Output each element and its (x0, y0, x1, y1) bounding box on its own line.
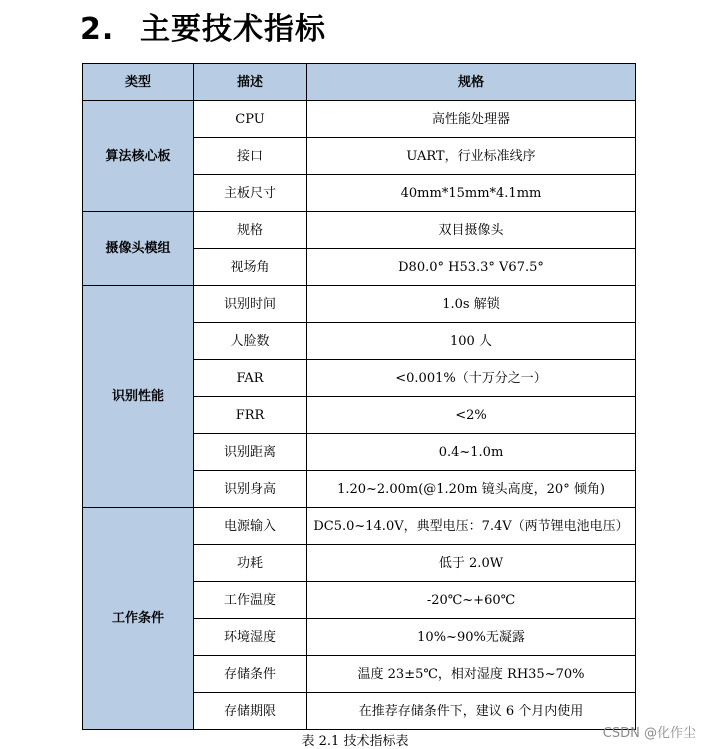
desc-cell: 人脸数 (194, 323, 307, 360)
spec-cell: 0.4~1.0m (307, 434, 636, 471)
desc-cell: 识别距离 (194, 434, 307, 471)
desc-cell: 环境湿度 (194, 619, 307, 656)
desc-cell: 接口 (194, 138, 307, 175)
spec-cell: -20℃~+60℃ (307, 582, 636, 619)
desc-cell: FAR (194, 360, 307, 397)
desc-cell: 功耗 (194, 545, 307, 582)
desc-cell: CPU (194, 101, 307, 138)
spec-cell: 低于 2.0W (307, 545, 636, 582)
desc-cell: 识别时间 (194, 286, 307, 323)
category-cell: 算法核心板 (83, 101, 194, 212)
desc-cell: 识别身高 (194, 471, 307, 508)
table-caption: 表 2.1 技术指标表 (301, 734, 409, 749)
desc-cell: 工作温度 (194, 582, 307, 619)
spec-cell: 高性能处理器 (307, 101, 636, 138)
spec-cell: 10%~90%无凝露 (307, 619, 636, 656)
spec-cell: UART，行业标准线序 (307, 138, 636, 175)
spec-cell: <2% (307, 397, 636, 434)
desc-cell: 主板尺寸 (194, 175, 307, 212)
spec-cell: 在推荐存储条件下，建议 6 个月内使用 (307, 693, 636, 730)
header-specification: 规格 (307, 64, 636, 101)
desc-cell: 存储条件 (194, 656, 307, 693)
table-row (83, 101, 636, 138)
desc-cell: 规格 (194, 212, 307, 249)
watermark: CSDN @化作尘 (602, 726, 696, 741)
table-row (83, 508, 636, 545)
desc-cell: 存储期限 (194, 693, 307, 730)
desc-cell: FRR (194, 397, 307, 434)
header-description: 描述 (194, 64, 307, 101)
table-row (83, 212, 636, 249)
category-cell: 摄像头模组 (83, 212, 194, 286)
table-row (83, 286, 636, 323)
spec-cell: D80.0° H53.3° V67.5° (307, 249, 636, 286)
spec-table (82, 63, 636, 730)
spec-cell: <0.001%（十万分之一） (307, 360, 636, 397)
spec-cell: 温度 23±5℃，相对湿度 RH35~70% (307, 656, 636, 693)
table-header-row (83, 64, 636, 101)
header-type: 类型 (83, 64, 194, 101)
spec-cell: 1.0s 解锁 (307, 286, 636, 323)
desc-cell: 电源输入 (194, 508, 307, 545)
section-title: 主要技术指标 (140, 12, 326, 47)
spec-cell: 100 人 (307, 323, 636, 360)
spec-cell: 40mm*15mm*4.1mm (307, 175, 636, 212)
spec-cell: DC5.0~14.0V，典型电压：7.4V（两节锂电池电压） (307, 508, 636, 545)
desc-cell: 视场角 (194, 249, 307, 286)
spec-cell: 1.20~2.00m(@1.20m 镜头高度，20° 倾角) (307, 471, 636, 508)
spec-cell: 双目摄像头 (307, 212, 636, 249)
category-cell: 工作条件 (83, 508, 194, 730)
category-cell: 识别性能 (83, 286, 194, 508)
section-number: 2. (80, 12, 115, 47)
section-heading (80, 4, 326, 48)
